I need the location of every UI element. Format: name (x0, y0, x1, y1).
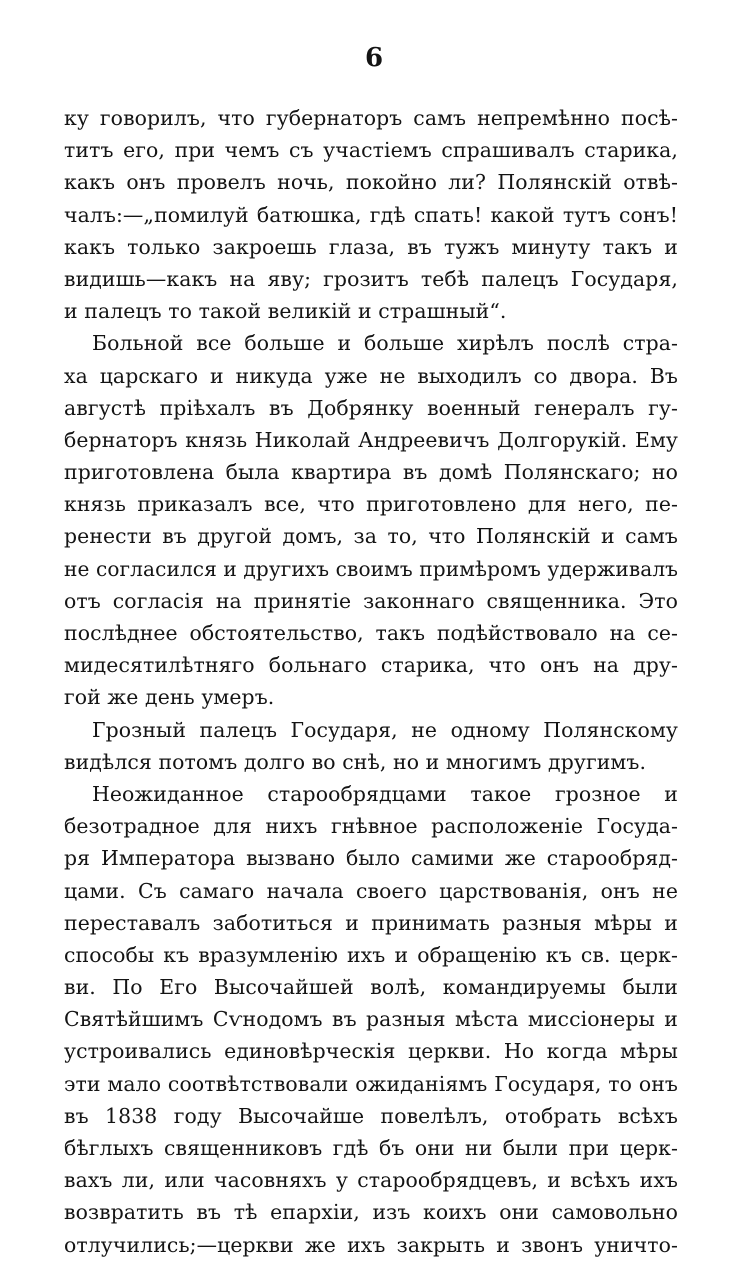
text-line: видишь—какъ на яву; грозитъ тебѣ палецъ Государя, (64, 266, 678, 291)
paragraph-2 (64, 327, 678, 713)
text-line: цами. Съ самаго начала своего царствованiя, онъ не (64, 878, 678, 903)
text-line: видѣлся потомъ долго во снѣ, но и многимъ другимъ. (64, 749, 647, 774)
text-line: послѣднее обстоятельство, такъ подѣйствовало на се- (64, 621, 678, 645)
text-line: Больной все больше и больше хирѣлъ послѣ стра- (92, 331, 678, 356)
text-line: Неожиданное старообрядцами такое грозное и (92, 781, 678, 806)
text-line: князь приказалъ все, что приготовлено для него, пе- (64, 492, 678, 517)
text-line: отъ согласiя на принятiе законнаго священника. Это (64, 588, 678, 613)
text-line: приготовлена была квартира въ домѣ Полянскаго; но (64, 460, 678, 485)
text-line: не согласился и другихъ своимъ примѣромъ удерживалъ (64, 556, 679, 581)
text-line: переставалъ заботиться и принимать разныя мѣры и (64, 910, 678, 935)
text-line: титъ его, при чемъ съ участiемъ спрашивалъ старика, (64, 138, 678, 163)
text-line: и палецъ то такой великiй и страшный“. (64, 299, 507, 324)
text-line: ви. По Его Высочайшей волѣ, командируемы были (64, 975, 678, 1000)
text-line: августѣ прiѣхалъ въ Добрянку военный генералъ гу- (64, 395, 678, 420)
text-line: эти мало соотвѣтствовали ожиданiямъ Государя, то онъ (64, 1071, 678, 1096)
text-line: отлучились;—церкви же ихъ закрыть и звонъ уничто- (64, 1232, 678, 1257)
text-line: какъ только закроешь глаза, въ тужъ минуту такъ и (64, 234, 678, 259)
text-line: ря Императора вызвано было самими же старообряд- (64, 846, 678, 871)
text-line: Грозный палецъ Государя, не одному Полянскому (92, 717, 678, 742)
text-line: какъ онъ провелъ ночь, покойно ли? Полянскiй отвѣ- (64, 170, 678, 195)
text-line: возвратить въ тѣ епархiи, изъ коихъ они самовольно (64, 1200, 678, 1225)
text-line: устроивались единовѣрческiя церкви. Но когда мѣры (64, 1039, 678, 1064)
paragraph-3 (64, 714, 678, 778)
text-line: бернаторъ князь Николай Андреевичъ Долгорукiй. Ему (64, 427, 678, 452)
text-line: Святѣйшимъ Сѵнодомъ въ разныя мѣста миссiонеры и (64, 1007, 678, 1032)
text-line: способы къ вразумленiю ихъ и обращенiю къ св. церк- (64, 942, 678, 967)
text-line: мидесятилѣтняго больнаго старика, что онъ на дру- (64, 653, 678, 678)
text-line: бѣглыхъ священниковъ гдѣ бъ они ни были при церк- (64, 1136, 678, 1160)
text-line: ку говорилъ, что губернаторъ самъ непремѣнно посѣ- (64, 106, 678, 130)
text-line: чалъ:—„помилуй батюшка, гдѣ спать! какой тутъ сонъ! (64, 202, 678, 227)
text-line: безотрадное для нихъ гнѣвное расположенiе Госуда- (64, 814, 678, 839)
text-line: вахъ ли, или часовняхъ у старообрядцевъ, и всѣхъ ихъ (64, 1168, 678, 1193)
text-line: ренести въ другой домъ, за то, что Полянскiй и самъ (64, 524, 678, 549)
page-number: 6 (364, 43, 384, 73)
text-line: въ 1838 году Высочайше повелѣлъ, отобрать всѣхъ (64, 1103, 678, 1128)
paragraph-4 (64, 778, 678, 1261)
paragraph-1 (64, 102, 678, 327)
text-line: ха царскаго и никуда уже не выходилъ со двора. Въ (64, 363, 678, 388)
text-line: гой же день умеръ. (64, 685, 275, 710)
page-text (64, 102, 678, 1261)
